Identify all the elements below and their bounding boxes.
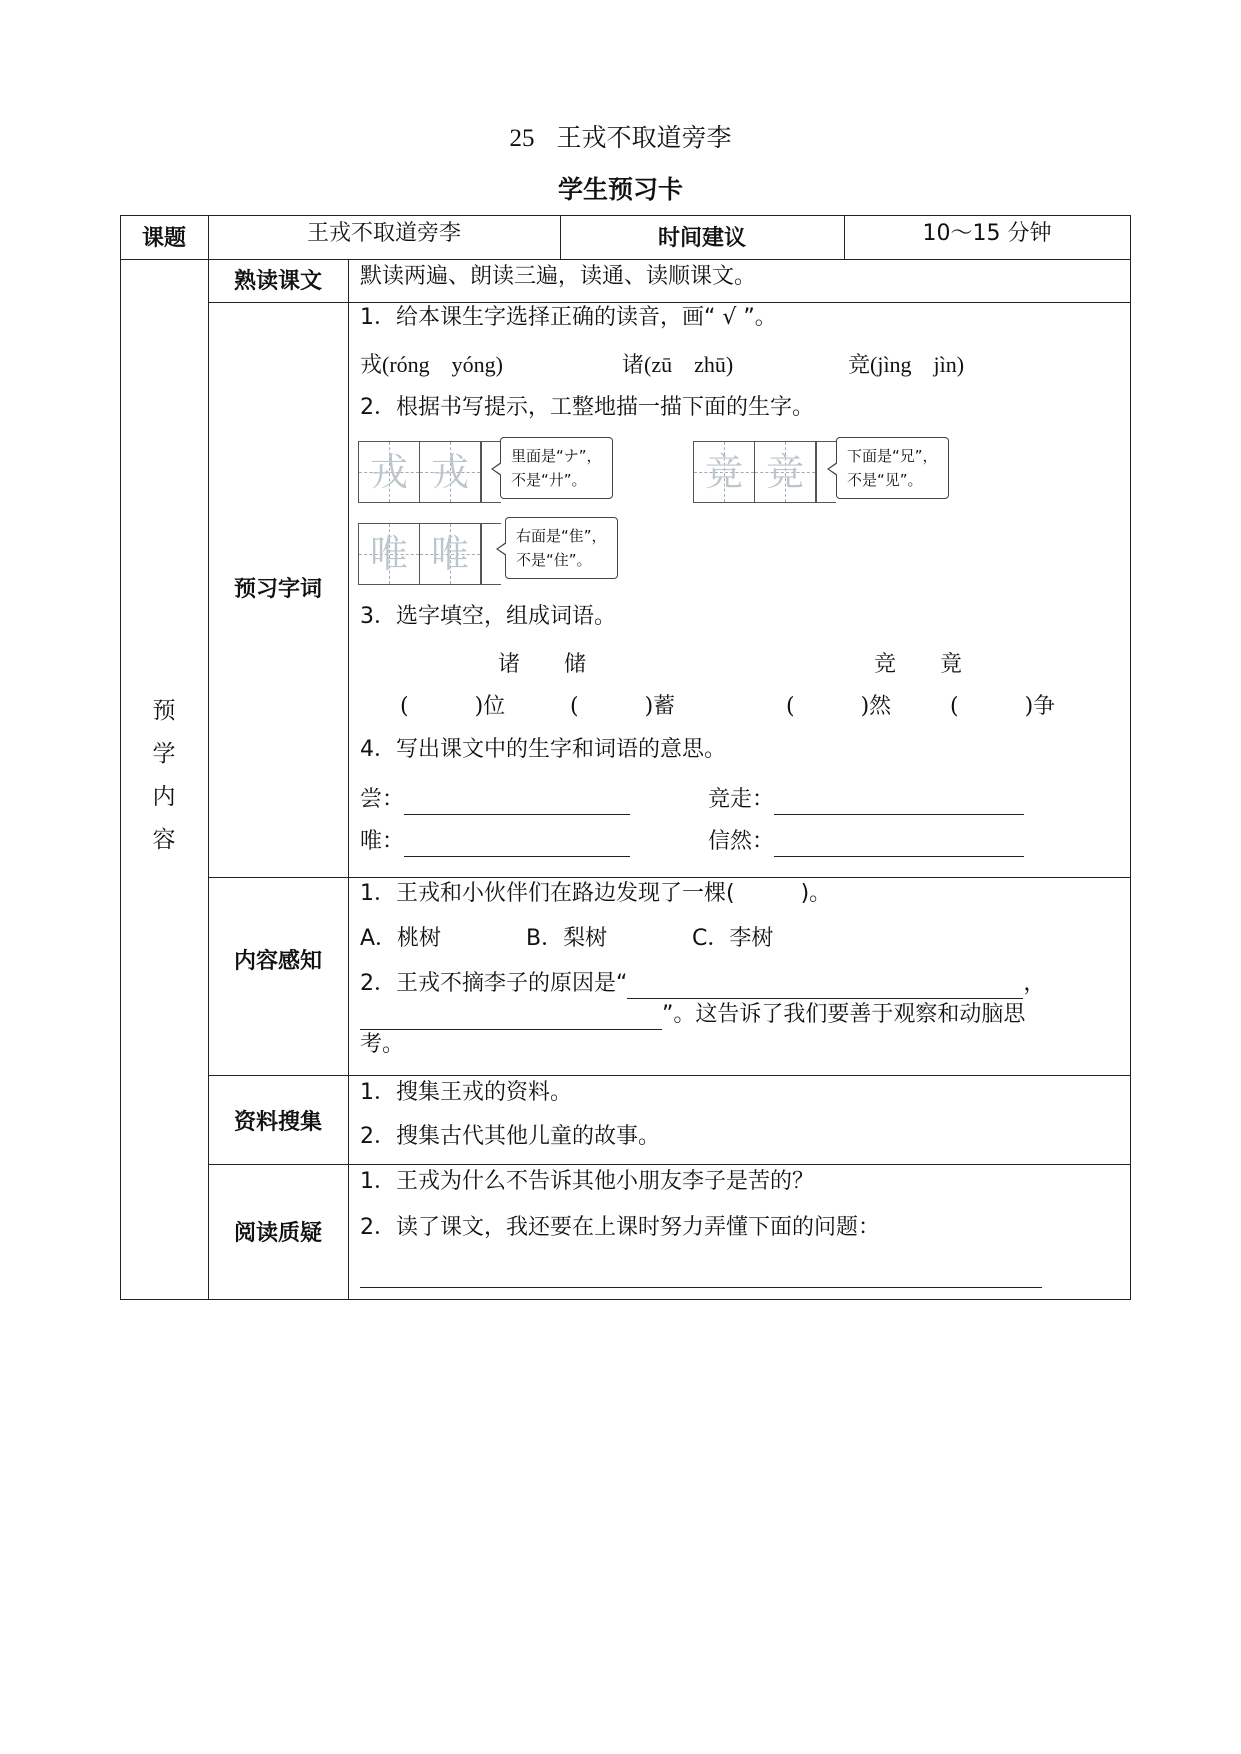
content-q2-line2: ”。这告诉了我们要善于观察和动脑思 <box>360 1000 1025 1030</box>
side-label: 预 学 内 容 <box>152 698 176 853</box>
words-q4: 4．写出课文中的生字和词语的意思。 <box>360 737 726 762</box>
answer-line[interactable] <box>774 830 1024 857</box>
pinyin-item-1: 戎(róng yóng) <box>360 352 503 377</box>
answer-line[interactable] <box>360 1287 1042 1288</box>
fill-blank-3[interactable]: ( )然 <box>786 694 892 719</box>
read-label: 熟读课文 <box>233 269 322 294</box>
answer-line[interactable] <box>360 1003 662 1030</box>
research-label: 资料搜集 <box>233 1110 322 1135</box>
content-q1: 1．王戎和小伙伴们在路边发现了一棵( )。 <box>360 881 832 906</box>
answer-line[interactable] <box>404 788 630 815</box>
meaning-item-xinran: 信然： <box>708 827 1024 857</box>
time-value: 10～15 分钟 <box>922 221 1052 246</box>
questions-label: 阅读质疑 <box>233 1221 322 1246</box>
tip-bubble-jing: 下面是“兄”， 不是“见”。 <box>836 437 949 499</box>
fill-blank-4[interactable]: ( )争 <box>950 694 1056 719</box>
content-q2-line1: 2．王戎不摘李子的原因是“ ， <box>360 969 1045 999</box>
pinyin-item-3: 竞(jìng jìn) <box>848 352 965 377</box>
option-a[interactable]: A．桃树 <box>360 926 442 951</box>
lesson-number: 25 <box>509 125 535 152</box>
page-title <box>0 118 1241 154</box>
tip-bubble-rong: 里面是“ナ”， 不是“廾”。 <box>500 437 613 499</box>
card-title: 学生预习卡 <box>557 175 683 204</box>
words-q2: 2．根据书写提示，工整地描一描下面的生字。 <box>360 395 814 420</box>
words-q3: 3．选字填空，组成词语。 <box>360 604 616 629</box>
meaning-item-wei: 唯： <box>360 827 630 857</box>
answer-line[interactable] <box>404 830 630 857</box>
lesson-title: 王戎不取道旁李 <box>556 123 732 152</box>
time-label: 时间建议 <box>657 226 746 251</box>
words-label: 预习字词 <box>233 577 322 602</box>
question-item-2: 2．读了课文，我还要在上课时努力弄懂下面的问题： <box>360 1215 880 1240</box>
tip-bubble-wei: 右面是“隹”， 不是“住”。 <box>505 517 618 579</box>
choices-left: 诸 储 <box>498 652 587 677</box>
fill-blank-2[interactable]: ( )蓄 <box>570 694 676 719</box>
topic-value: 王戎不取道旁李 <box>306 221 461 246</box>
read-text: 默读两遍、朗读三遍，读通、读顺课文。 <box>360 264 757 289</box>
choices-right: 竞 竟 <box>874 652 963 677</box>
option-b[interactable]: B．梨树 <box>526 926 608 951</box>
research-item-1: 1．搜集王戎的资料。 <box>360 1080 572 1105</box>
pinyin-item-2: 诸(zū zhū) <box>622 352 734 377</box>
fill-blank-1[interactable]: ( )位 <box>400 694 506 719</box>
option-c[interactable]: C．李树 <box>692 926 774 951</box>
content-label: 内容感知 <box>233 949 322 974</box>
research-item-2: 2．搜集古代其他儿童的故事。 <box>360 1124 660 1149</box>
topic-label: 课题 <box>141 226 186 251</box>
question-item-1: 1．王戎为什么不告诉其他小朋友李子是苦的？ <box>360 1169 814 1194</box>
tracing-grid-wei: 唯 唯 <box>358 523 482 585</box>
answer-line[interactable] <box>774 788 1024 815</box>
tracing-grid-rong: 戎 戎 <box>358 441 482 503</box>
tracing-grid-jing: 竞 竞 <box>693 441 817 503</box>
meaning-item-jingzou: 竞走： <box>708 785 1024 815</box>
words-q1: 1．给本课生字选择正确的读音，画“ √ ”。 <box>360 305 777 330</box>
content-q2-tail: 考。 <box>360 1032 405 1057</box>
answer-line[interactable] <box>627 972 1023 999</box>
meaning-item-chang: 尝： <box>360 785 630 815</box>
